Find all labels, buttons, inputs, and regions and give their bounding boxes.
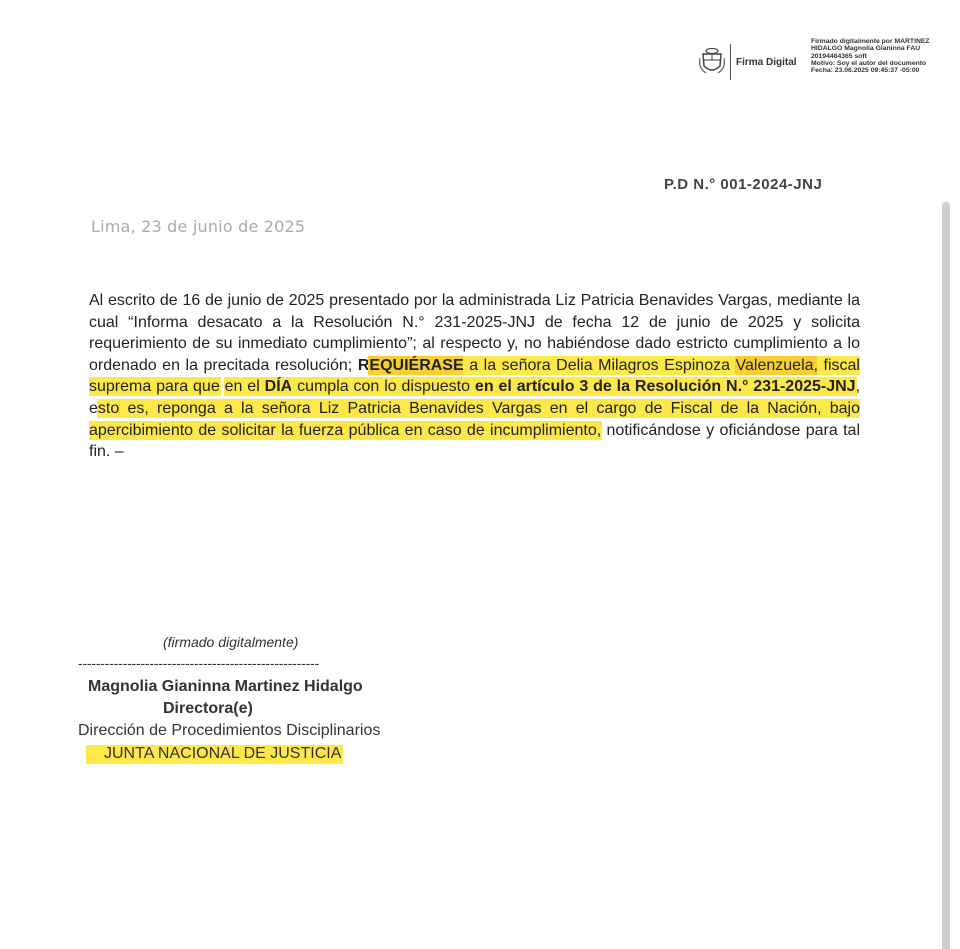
body-order-start: en el: [224, 378, 265, 396]
signature-divider: [730, 44, 731, 80]
dia-keyword: DÍA: [264, 378, 293, 396]
firmado-note: (firmado digitalmente): [163, 634, 299, 650]
body-order-middle: cumpla con lo dispuesto: [292, 378, 475, 396]
body-restore-order: sto es, reponga a la señora Liz Patricia Benavides Vargas en el cargo de Fiscal de la Nación, bajo apercibimiento de solicitar la fuerza pública en caso de incumplimiento,: [89, 399, 860, 439]
signature-line: Motivo: Soy el autor del documento: [811, 59, 927, 67]
signature-line: Firmado digitalmente por MARTINEZ: [811, 38, 930, 45]
signature-details: [811, 38, 930, 74]
article-reference: en el artículo 3 de la Resolución N.° 231-2025-JNJ: [474, 378, 856, 396]
signature-line: 20194484365 soft: [811, 52, 867, 60]
signature-line-dashes: ------------------------------------------------------: [78, 655, 319, 671]
peru-coat-of-arms-icon: [698, 46, 726, 76]
requierase-initial: R: [357, 356, 370, 374]
document-date: Lima, 23 de junio de 2025: [91, 217, 306, 236]
signer-office: Dirección de Procedimientos Disciplinarios: [78, 722, 381, 739]
signature-line: HIDALGO Magnolia Gianinna FAU: [811, 45, 921, 53]
signer-organization: JUNTA NACIONAL DE JUSTICIA: [86, 745, 343, 764]
firma-digital-label: Firma Digital: [736, 57, 797, 68]
signer-name: Magnolia Gianinna Martinez Hidalgo: [88, 678, 363, 695]
requierase-keyword: EQUIÉRASE: [369, 356, 464, 374]
body-intro: Al escrito de 16 de junio de 2025 presentado por la administrada Liz Patricia Benavides Vargas, mediante la cual “Informa desacato a la Resolución N.° 231-2025-JNJ de fecha 12 de junio de 2025 y solicita requerimiento de su inmediato cumplimiento”; al respecto y, no habiéndose dado estricto cumplimiento a lo ordenado en la precitada resolución;: [89, 292, 860, 374]
body-addressee-surname: Valenzuela,: [735, 356, 818, 374]
vertical-scrollbar[interactable]: [942, 202, 950, 949]
digital-signature-stamp: [698, 38, 960, 88]
document-body: [89, 290, 860, 463]
signer-title: Directora(e): [163, 700, 253, 717]
signature-line: Fecha: 23.06.2025 09:45:37 -05:00: [811, 67, 920, 75]
body-addressee-role: fiscal suprema para que: [89, 356, 860, 396]
body-restore-initial: e: [89, 399, 98, 417]
body-closing: notificándose y oficiándose para tal fin. –: [89, 421, 860, 461]
document-number: P.D N.° 001-2024-JNJ: [664, 176, 823, 193]
body-order-end: ,: [855, 378, 861, 396]
body-addressee: a la señora Delia Milagros Espinoza: [463, 356, 736, 374]
